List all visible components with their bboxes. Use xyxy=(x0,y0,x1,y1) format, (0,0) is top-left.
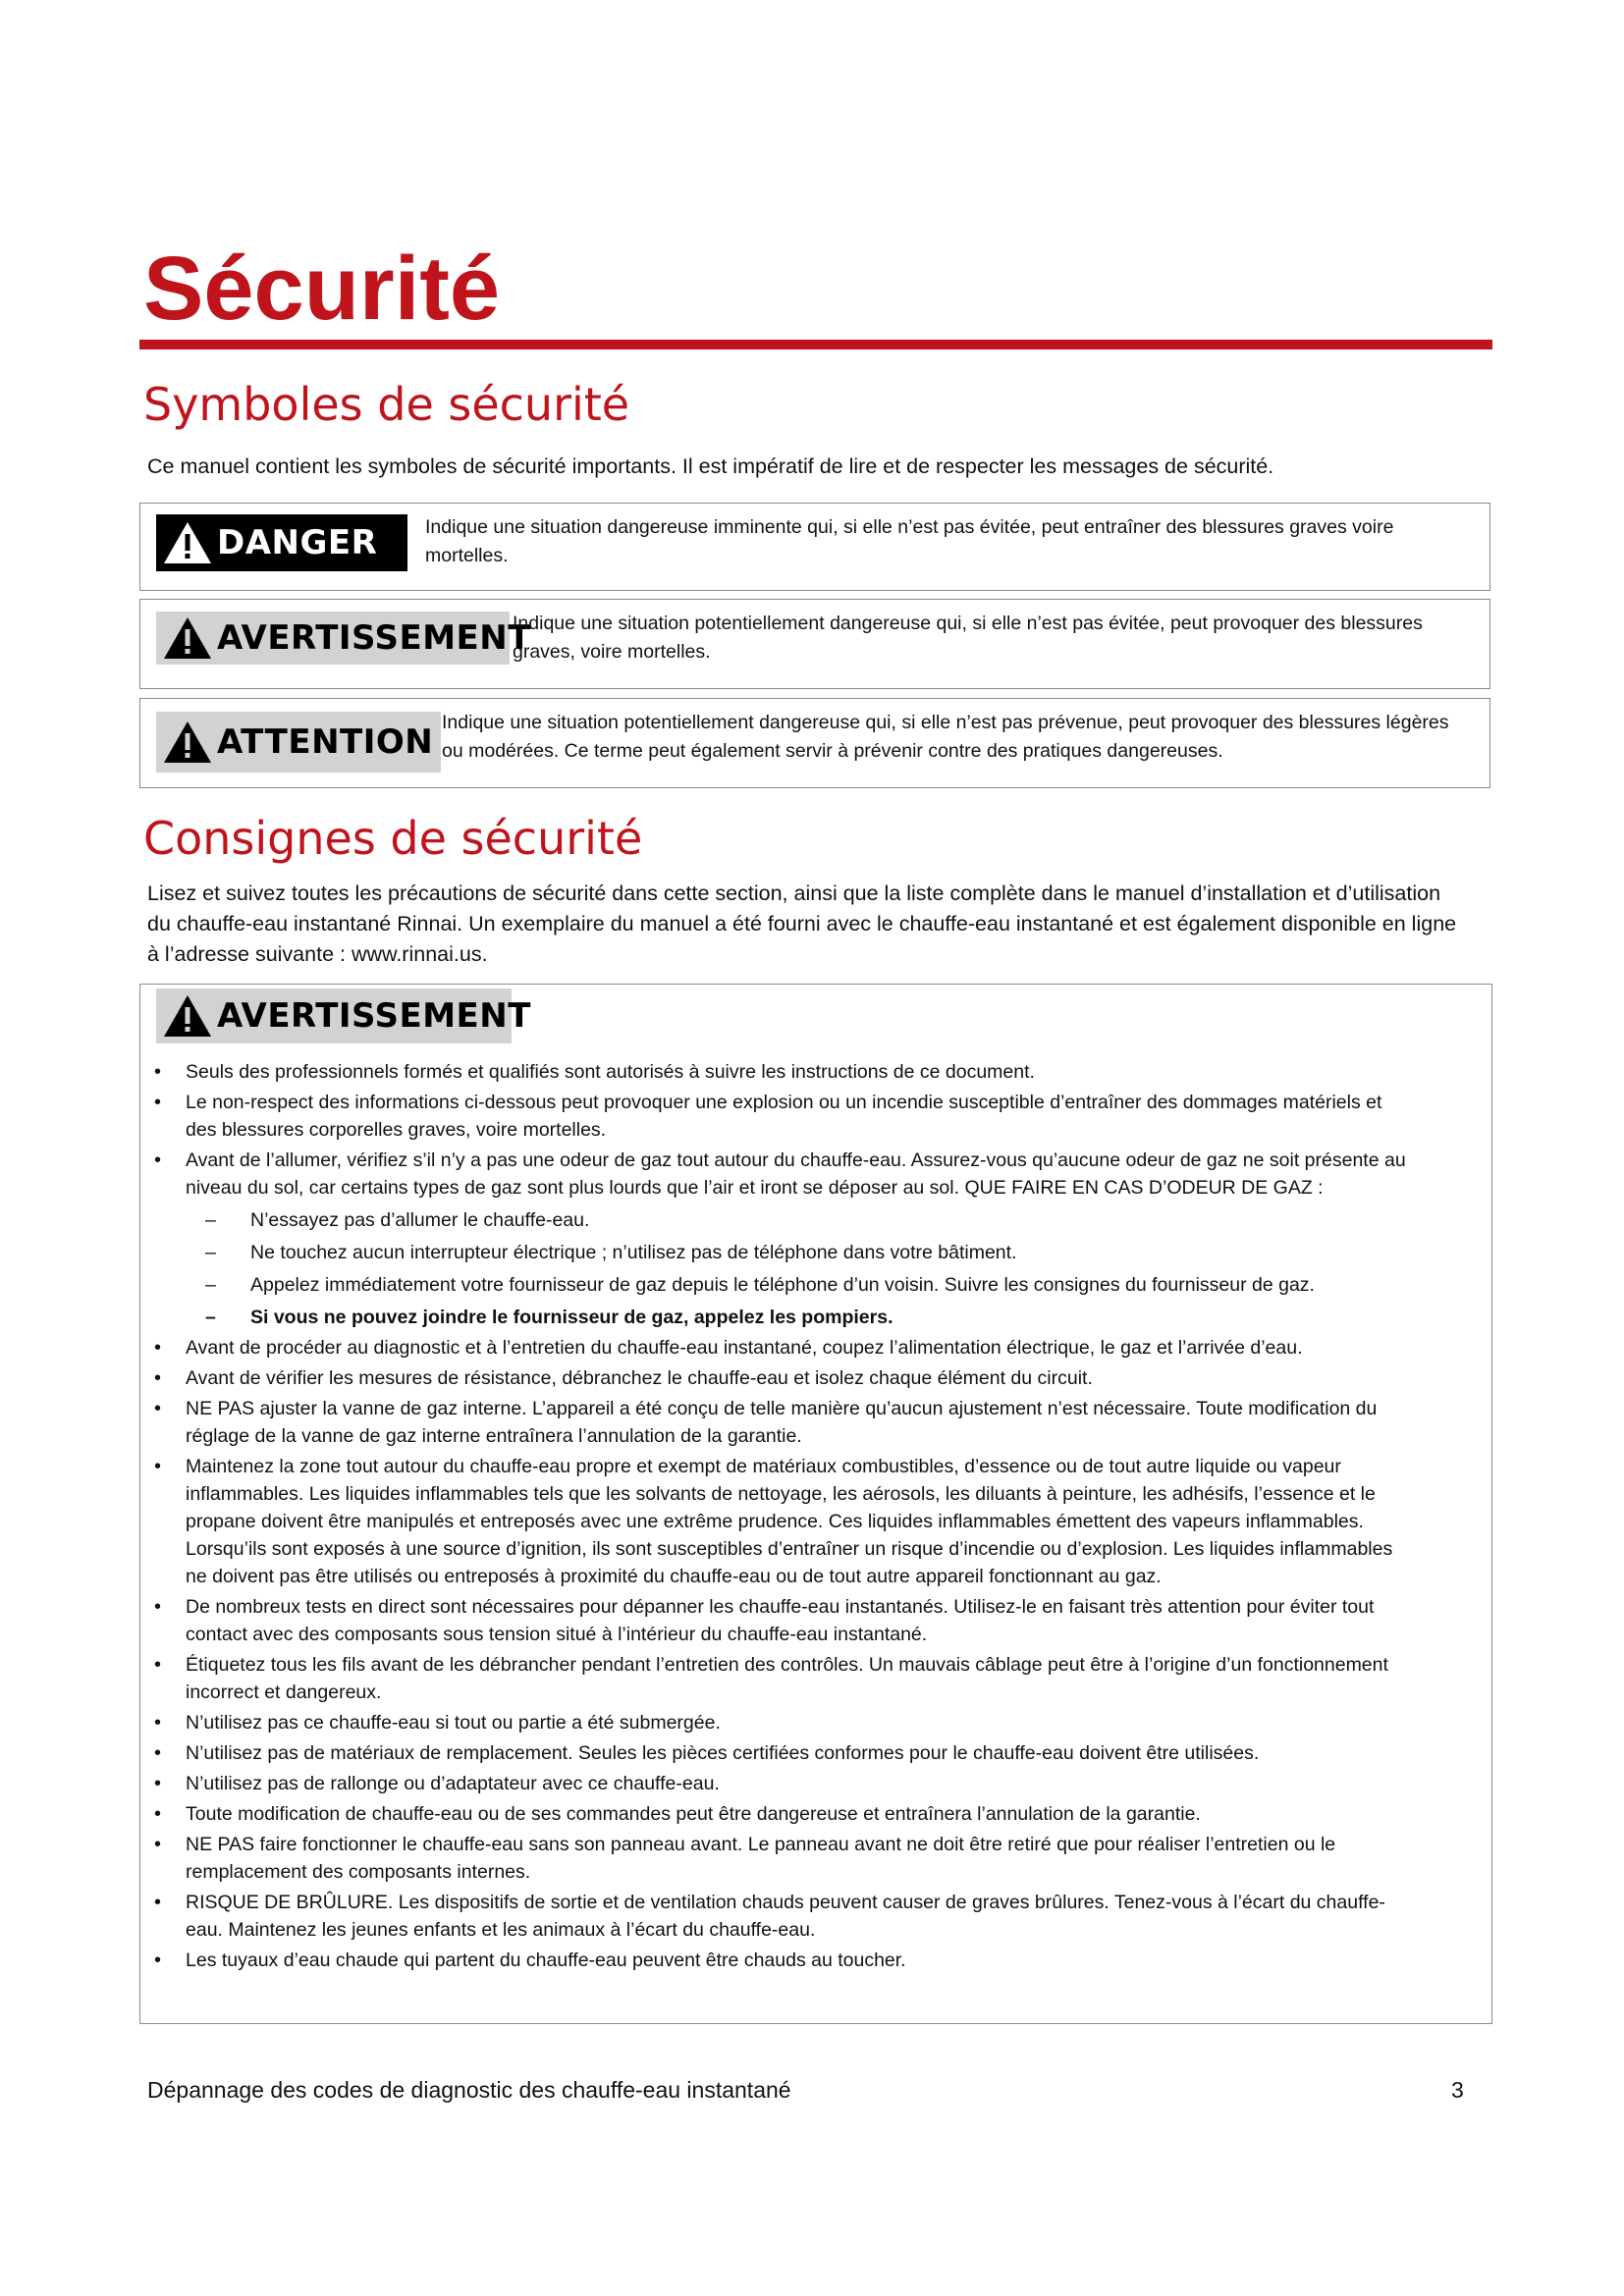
list-item: • N’utilisez pas de matériaux de remplacement. Seules les pièces certifiées conformes pour le chauffe-eau doivent être utilisées. xyxy=(140,1739,1491,1767)
list-item: • Maintenez la zone tout autour du chauffe-eau propre et exempt de matériaux combustibles, d’essence ou de tout autre liquide ou vapeur inflammables. Les liquides inflammables tels que les solvants de nettoyage, les aérosols, les diluants à peinture, les adhésifs, l’essence et le propane doivent être manipulés et entreposés avec une extrême prudence. Ces liquides inflammables émettent des vapeurs inflammables. Lorsqu’ils sont exposés à une source d’ignition, ils sont susceptibles d’entraîner un risque d’incendie ou d’explosion. Les liquides inflammables ne doivent pas être utilisés ou entreposés à proximité du chauffe-eau ou de tout autre appareil fonctionnant au gaz. xyxy=(140,1453,1491,1590)
list-item: • De nombreux tests en direct sont nécessaires pour dépanner les chauffe-eau instantanés. Utilisez-le en faisant très attention pour éviter tout contact avec des composants sous tension situé à l’intérieur du chauffe-eau instantané. xyxy=(140,1593,1491,1648)
warning-box-label: AVERTISSEMENT xyxy=(217,996,531,1036)
list-item: • NE PAS ajuster la vanne de gaz interne. L’appareil a été conçu de telle manière qu’aucun ajustement n’est nécessaire. Toute modification du réglage de la vanne de gaz interne entraînera l’annulation de la garantie. xyxy=(140,1395,1491,1450)
symbols-intro: Ce manuel contient les symboles de sécurité importants. Il est impératif de lire et de respecter les messages de sécurité. xyxy=(147,454,1274,478)
title-rule xyxy=(139,340,1492,349)
avertissement-label: AVERTISSEMENT xyxy=(217,618,531,658)
danger-description: Indique une situation dangereuse imminente qui, si elle n’est pas évitée, peut entraîner des blessures graves voire mortelles. xyxy=(425,516,1394,566)
signal-word-box-danger xyxy=(139,503,1490,591)
list-item: • NE PAS faire fonctionner le chauffe-eau sans son panneau avant. Le panneau avant ne doit être retiré que pour réaliser l’entretien ou le remplacement des composants internes. xyxy=(140,1831,1491,1886)
footer-document-title: Dépannage des codes de diagnostic des chauffe-eau instantané xyxy=(147,2077,791,2103)
list-item: • Le non-respect des informations ci-dessous peut provoquer une explosion ou un incendie susceptible d’entraîner des dommages matériels et des blessures corporelles graves, voire mortelles. xyxy=(140,1089,1491,1144)
warning-triangle-icon xyxy=(162,720,213,765)
footer-page-number: 3 xyxy=(1451,2077,1464,2103)
section-heading-symbols: Symboles de sécurité xyxy=(143,378,630,431)
list-item: • Avant de vérifier les mesures de résistance, débranchez le chauffe-eau et isolez chaque élément du circuit. xyxy=(140,1364,1491,1392)
warning-box-badge xyxy=(156,988,531,1043)
attention-description: Indique une situation potentiellement dangereuse qui, si elle n’est pas prévenue, peut provoquer des blessures légères ou modérées. Ce terme peut également servir à prévenir contre des pratiques dangereuses. xyxy=(442,712,1449,762)
list-item: • RISQUE DE BRÛLURE. Les dispositifs de sortie et de ventilation chauds peuvent causer de graves brûlures. Tenez-vous à l’écart du chauffe-eau. Maintenez les jeunes enfants et les animaux à l’écart du chauffe-eau. xyxy=(140,1889,1491,1944)
sub-list-item: – N’essayez pas d’allumer le chauffe-eau. xyxy=(140,1206,1491,1234)
signal-word-box-attention xyxy=(139,698,1490,788)
instructions-intro: Lisez et suivez toutes les précautions de sécurité dans cette section, ainsi que la liste complète dans le manuel d’installation et d’utilisation du chauffe-eau instantané Rinnai. Un exemplaire du manuel a été fourni avec le chauffe-eau instantané et est également disponible en ligne à l’adresse suivante : www.rinnai.us. xyxy=(147,881,1457,966)
list-item: • Seuls des professionnels formés et qualifiés sont autorisés à suivre les instructions de ce document. xyxy=(140,1058,1491,1086)
avertissement-badge xyxy=(156,612,531,665)
warning-list xyxy=(140,1055,1491,1974)
danger-label: DANGER xyxy=(217,523,378,562)
list-item: • N’utilisez pas ce chauffe-eau si tout ou partie a été submergée. xyxy=(140,1709,1491,1736)
list-item: • Avant de l’allumer, vérifiez s’il n’y a pas une odeur de gaz tout autour du chauffe-eau. Assurez-vous qu’aucune odeur de gaz ne soit présente au niveau du sol, car certains types de gaz sont plus lourds que l’air et iront se déposer au sol. QUE FAIRE EN CAS D’ODEUR DE GAZ : xyxy=(140,1147,1491,1201)
attention-label: ATTENTION xyxy=(217,722,434,762)
danger-badge xyxy=(156,514,407,571)
warning-triangle-icon xyxy=(162,615,213,661)
list-item: • Avant de procéder au diagnostic et à l’entretien du chauffe-eau instantané, coupez l’alimentation électrique, le gaz et l’arrivée d’eau. xyxy=(140,1334,1491,1362)
warning-triangle-icon xyxy=(162,520,213,565)
page-title: Sécurité xyxy=(143,239,501,339)
attention-badge xyxy=(156,712,441,773)
list-item: • Toute modification de chauffe-eau ou de ses commandes peut être dangereuse et entraînera l’annulation de la garantie. xyxy=(140,1800,1491,1828)
warning-box xyxy=(139,984,1492,2024)
list-item: • Les tuyaux d’eau chaude qui partent du chauffe-eau peuvent être chauds au toucher. xyxy=(140,1947,1491,1974)
sub-list-item: – Appelez immédiatement votre fournisseur de gaz depuis le téléphone d’un voisin. Suivre les consignes du fournisseur de gaz. xyxy=(140,1271,1491,1299)
avertissement-description: Indique une situation potentiellement dangereuse qui, si elle n’est pas évitée, peut provoquer des blessures graves, voire mortelles. xyxy=(513,613,1423,663)
section-heading-instructions: Consignes de sécurité xyxy=(143,812,643,865)
list-item: • N’utilisez pas de rallonge ou d’adaptateur avec ce chauffe-eau. xyxy=(140,1770,1491,1797)
list-item: • Étiquetez tous les fils avant de les débrancher pendant l’entretien des contrôles. Un mauvais câblage peut être à l’origine d’un fonctionnement incorrect et dangereux. xyxy=(140,1651,1491,1706)
signal-word-box-avertissement xyxy=(139,599,1490,689)
sub-list-item: – Ne touchez aucun interrupteur électrique ; n’utilisez pas de téléphone dans votre bâtiment. xyxy=(140,1239,1491,1266)
warning-triangle-icon xyxy=(162,993,213,1039)
sub-list-item: – Si vous ne pouvez joindre le fournisseur de gaz, appelez les pompiers. xyxy=(140,1304,1491,1331)
